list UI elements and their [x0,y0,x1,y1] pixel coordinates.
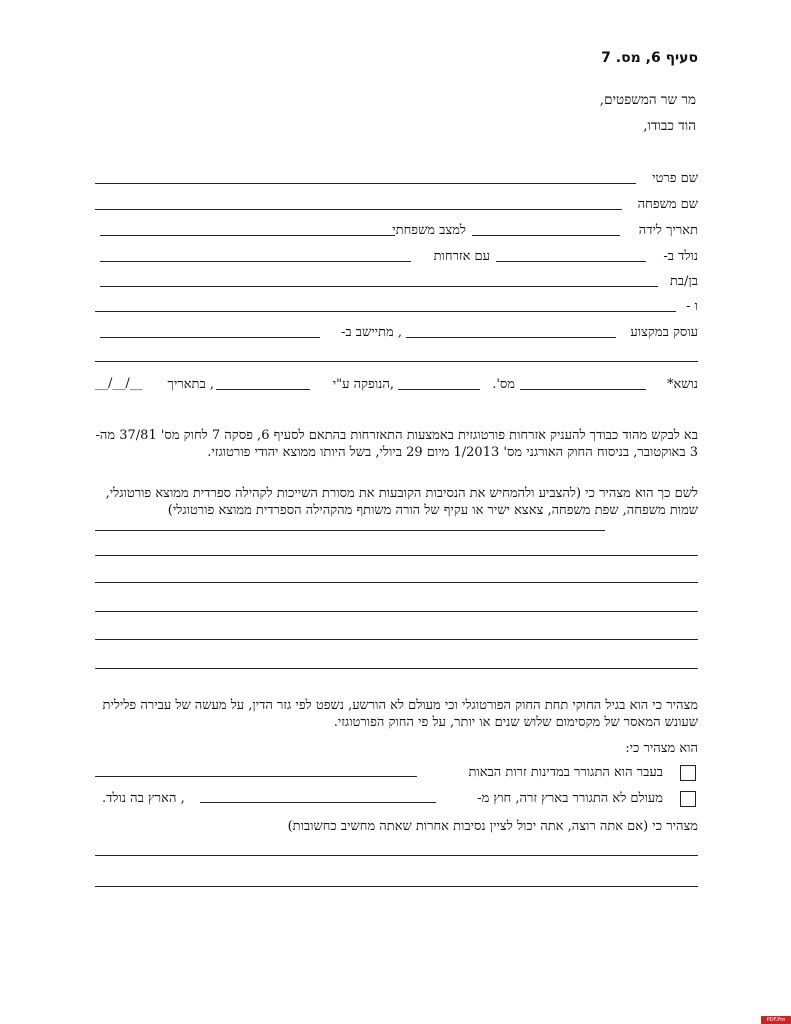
born-in-field[interactable] [496,261,646,262]
child-of-field[interactable] [100,286,658,287]
born-in-row [95,248,698,266]
declaration-line-2[interactable] [95,582,698,583]
request-paragraph: בא לבקש מהוד כבודך להעניק אזרחות פורטוגזית באמצעות התאזרחות בהתאם לסעיף 6, פסקה 7 לחוק מס' 37/81 מה- 3 באוקטובר, בניסוח החוק האורגני מס' 1/2013 מיום 29 ביולי, בשל היותו ממוצא יהודי פורטוגזי. [95,428,698,460]
child-of-row [95,273,698,291]
other-reasons-label: מצהיר כי (אם אתה רוצה, אתה יכול לציין נסיבות אחרות שאתה מחשיב כחשובות) [287,819,698,834]
section-title: סעיף 6, מס. 7 [601,50,698,66]
profession-row [95,324,698,342]
birth-date-field[interactable] [472,235,620,236]
first-name-row [95,170,698,188]
last-name-field[interactable] [95,209,622,210]
watermark-badge: PDF.Pro [761,1016,791,1024]
lived-abroad-field[interactable] [95,776,417,777]
holder-field[interactable] [520,389,646,390]
declaration-field-first[interactable] [95,530,605,531]
born-in-label: נולד ב- [663,249,698,264]
other-reasons-line-2[interactable] [95,886,698,887]
marital-status-field[interactable] [100,235,395,236]
profession-field[interactable] [406,337,616,338]
and-field[interactable] [95,311,676,312]
declaration-paragraph: לשם כך הוא מצהיר כי (להצביע ולהמחיש את הנסיבות הקובעות את מסורת השייכות לקהילה ספרדית ממוצא פורטוגלי, שמות משפחה, שפת משפחה, צאצא ישיר או עקיף של הורה משותף מהקהילה הספרדית ממוצא פורטוגלי) [105,486,698,518]
resides-in-label: , מתיישב ב- [341,325,402,340]
profession-label: עוסק במקצוע [630,325,698,340]
extra-line[interactable] [95,361,698,362]
other-reasons-line-1[interactable] [95,855,698,856]
holder-row [95,376,698,394]
citizenship-field[interactable] [100,261,411,262]
never-lived-abroad-field[interactable] [200,802,436,803]
lived-abroad-label: בעבר הוא התגורר במדינות זרות הבאות [468,765,663,780]
on-date-label: , בתאריך [167,377,214,392]
declaration-line-5[interactable] [95,668,698,669]
child-of-label: בן/בת [669,274,698,289]
number-field[interactable] [398,389,480,390]
first-name-label: שם פרטי [652,171,698,186]
citizenship-label: עם אזרחות [433,249,490,264]
declaration-line-1[interactable] [95,555,698,556]
declaration-line-3[interactable] [95,611,698,612]
never-lived-abroad-label: מעולם לא התגורר בארץ זרה, חוץ מ- [477,791,663,806]
birth-date-row [95,222,698,240]
declaration-line-4[interactable] [95,639,698,640]
birth-date-label: תאריך לידה [638,223,698,238]
criminal-record-paragraph: מצהיר כי הוא בגיל החוקי תחת החוק הפורטוגלי וכי מעולם לא הורשע, נשפט לפי גזר הדין, על מעשה של עבירה פלילית שעונש המאסר של מקסימום שלוש שנים או יותר, על פי החוק הפורטוגזי. [102,698,698,730]
issued-by-label: ,הנופקה ע"י [332,377,394,392]
last-name-label: שם משפחה [637,197,698,212]
and-row [95,298,698,316]
salutation-honor: הוד כבודו, [643,118,696,134]
last-name-row [95,196,698,214]
declares-label: הוא מצהיר כי: [625,741,698,756]
number-label: מס'. [492,377,515,392]
salutation-minister: מר שר המשפטים, [599,92,696,108]
resides-in-field[interactable] [100,337,320,338]
holder-label: נושא* [666,377,698,392]
lived-abroad-checkbox[interactable] [680,765,696,781]
birth-country-suffix: , הארץ בה נולד. [102,791,185,806]
date-field[interactable]: __/__/__ [95,376,143,391]
marital-status-label: למצב משפחתי [392,223,466,238]
issued-by-field[interactable] [216,389,310,390]
never-lived-abroad-checkbox[interactable] [680,791,696,807]
and-label: ו - [686,299,698,314]
first-name-field[interactable] [95,183,636,184]
